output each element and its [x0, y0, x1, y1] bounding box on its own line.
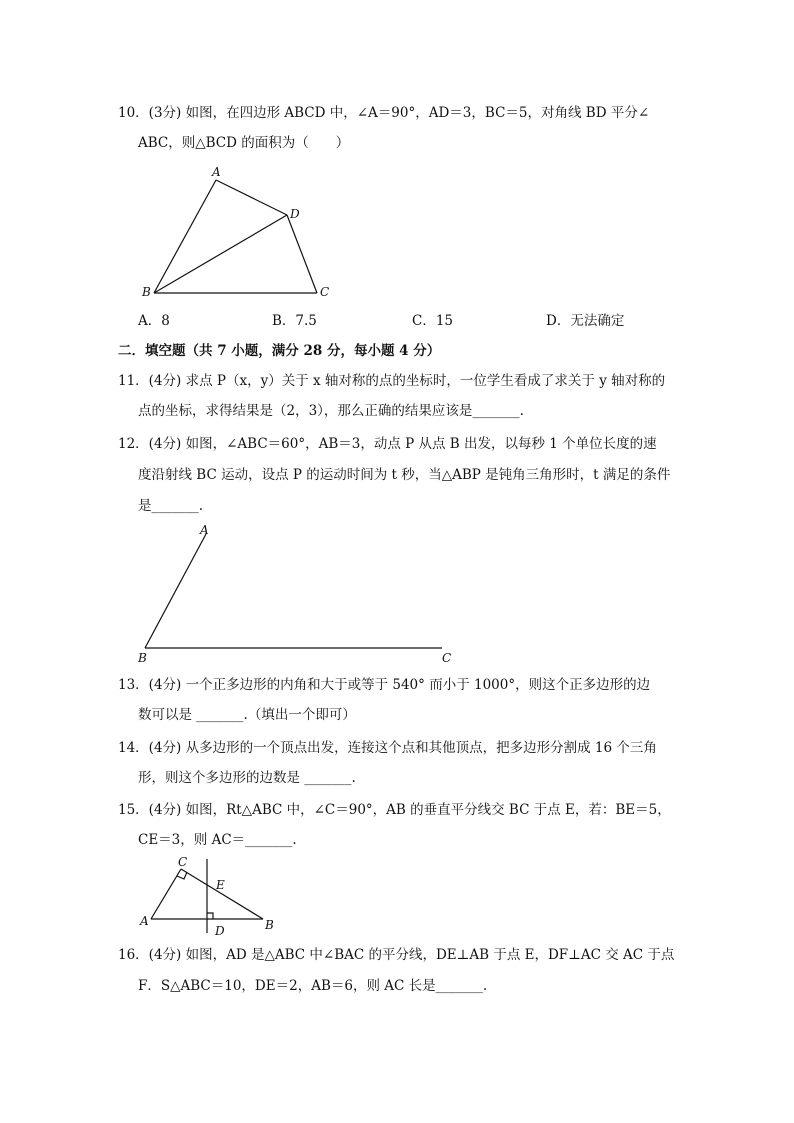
- q11-line2: 点的坐标，求得结果是（2，3），那么正确的结果应该是_______.: [138, 403, 524, 419]
- q10-line2: ABC，则△BCD 的面积为（ ）: [138, 135, 350, 151]
- q12-line3: 是_______.: [138, 498, 204, 514]
- q10-diagonal-bd: [154, 215, 287, 293]
- q15-figure: [135, 855, 285, 940]
- q10-label-a: A: [212, 165, 221, 179]
- q10-label-d: D: [290, 207, 300, 221]
- q13-line1: 13．(4分) 一个正多边形的内角和大于或等于 540° 而小于 1000°，则这个正多边形的边: [118, 677, 651, 693]
- q15-side-cb: [181, 869, 263, 919]
- q10-label-c: C: [320, 285, 330, 299]
- q15-line2: CE＝3，则 AC＝_______.: [138, 832, 297, 848]
- q11-line1: 11．(4分) 求点 P（x，y）关于 x 轴对称的点的坐标时，一位学生看成了求关于 y 轴对称的: [118, 373, 666, 389]
- q15-label-a: A: [140, 914, 149, 928]
- q10-option-d[interactable]: D．无法确定: [546, 313, 625, 329]
- q10-label-b: B: [142, 285, 151, 299]
- q15-line1: 15．(4分) 如图，Rt△ABC 中，∠C＝90°，AB 的垂直平分线交 BC 于点 E，若：BE＝5，: [118, 802, 671, 818]
- q15-label-b: B: [265, 918, 274, 932]
- q12-segment-ba: [145, 534, 206, 648]
- q12-line1: 12．(4分) 如图，∠ABC＝60°，AB＝3，动点 P 从点 B 出发，以每秒 1 个单位长度的速: [118, 436, 657, 452]
- q16-line2: F．S△ABC＝10，DE＝2，AB＝6，则 AC 长是_______.: [138, 978, 488, 994]
- q10-side-dc: [287, 215, 317, 293]
- q10-line1: 10．(3分) 如图，在四边形 ABCD 中，∠A＝90°，AD＝3，BC＝5，对角线 BD 平分∠: [118, 105, 650, 121]
- q10-figure: [130, 160, 340, 305]
- q12-label-b: B: [138, 651, 147, 665]
- q10-option-b[interactable]: B．7.5: [272, 313, 317, 329]
- q10-side-ad: [216, 180, 287, 215]
- q10-side-ab: [154, 180, 216, 293]
- q14-line1: 14．(4分) 从多边形的一个顶点出发，连接这个点和其他顶点，把多边形分割成 16 个三角: [118, 740, 657, 756]
- q15-label-d: D: [215, 924, 225, 938]
- q16-line1: 16．(4分) 如图，AD 是△ABC 中∠BAC 的平分线，DE⊥AB 于点 E，DF⊥AC 交 AC 于点: [118, 947, 675, 963]
- q15-label-e: E: [216, 878, 225, 892]
- q12-figure: [130, 518, 470, 668]
- q14-line2: 形，则这个多边形的边数是 _______.: [138, 770, 356, 786]
- q15-side-ac: [151, 869, 181, 919]
- q10-option-a[interactable]: A．8: [138, 313, 170, 329]
- q10-option-c[interactable]: C．15: [412, 313, 454, 329]
- q12-label-c: C: [442, 651, 452, 665]
- q13-line2: 数可以是 _______.（填出一个即可）: [138, 707, 356, 723]
- q15-label-c: C: [178, 855, 188, 869]
- section-heading: 二．填空题（共 7 小题，满分 28 分，每小题 4 分）: [118, 343, 441, 359]
- q15-right-angle-mark-d: [207, 913, 213, 919]
- q12-label-a: A: [200, 523, 209, 537]
- q12-line2: 度沿射线 BC 运动，设点 P 的运动时间为 t 秒，当△ABP 是钝角三角形时，t 满足的条件: [138, 467, 671, 483]
